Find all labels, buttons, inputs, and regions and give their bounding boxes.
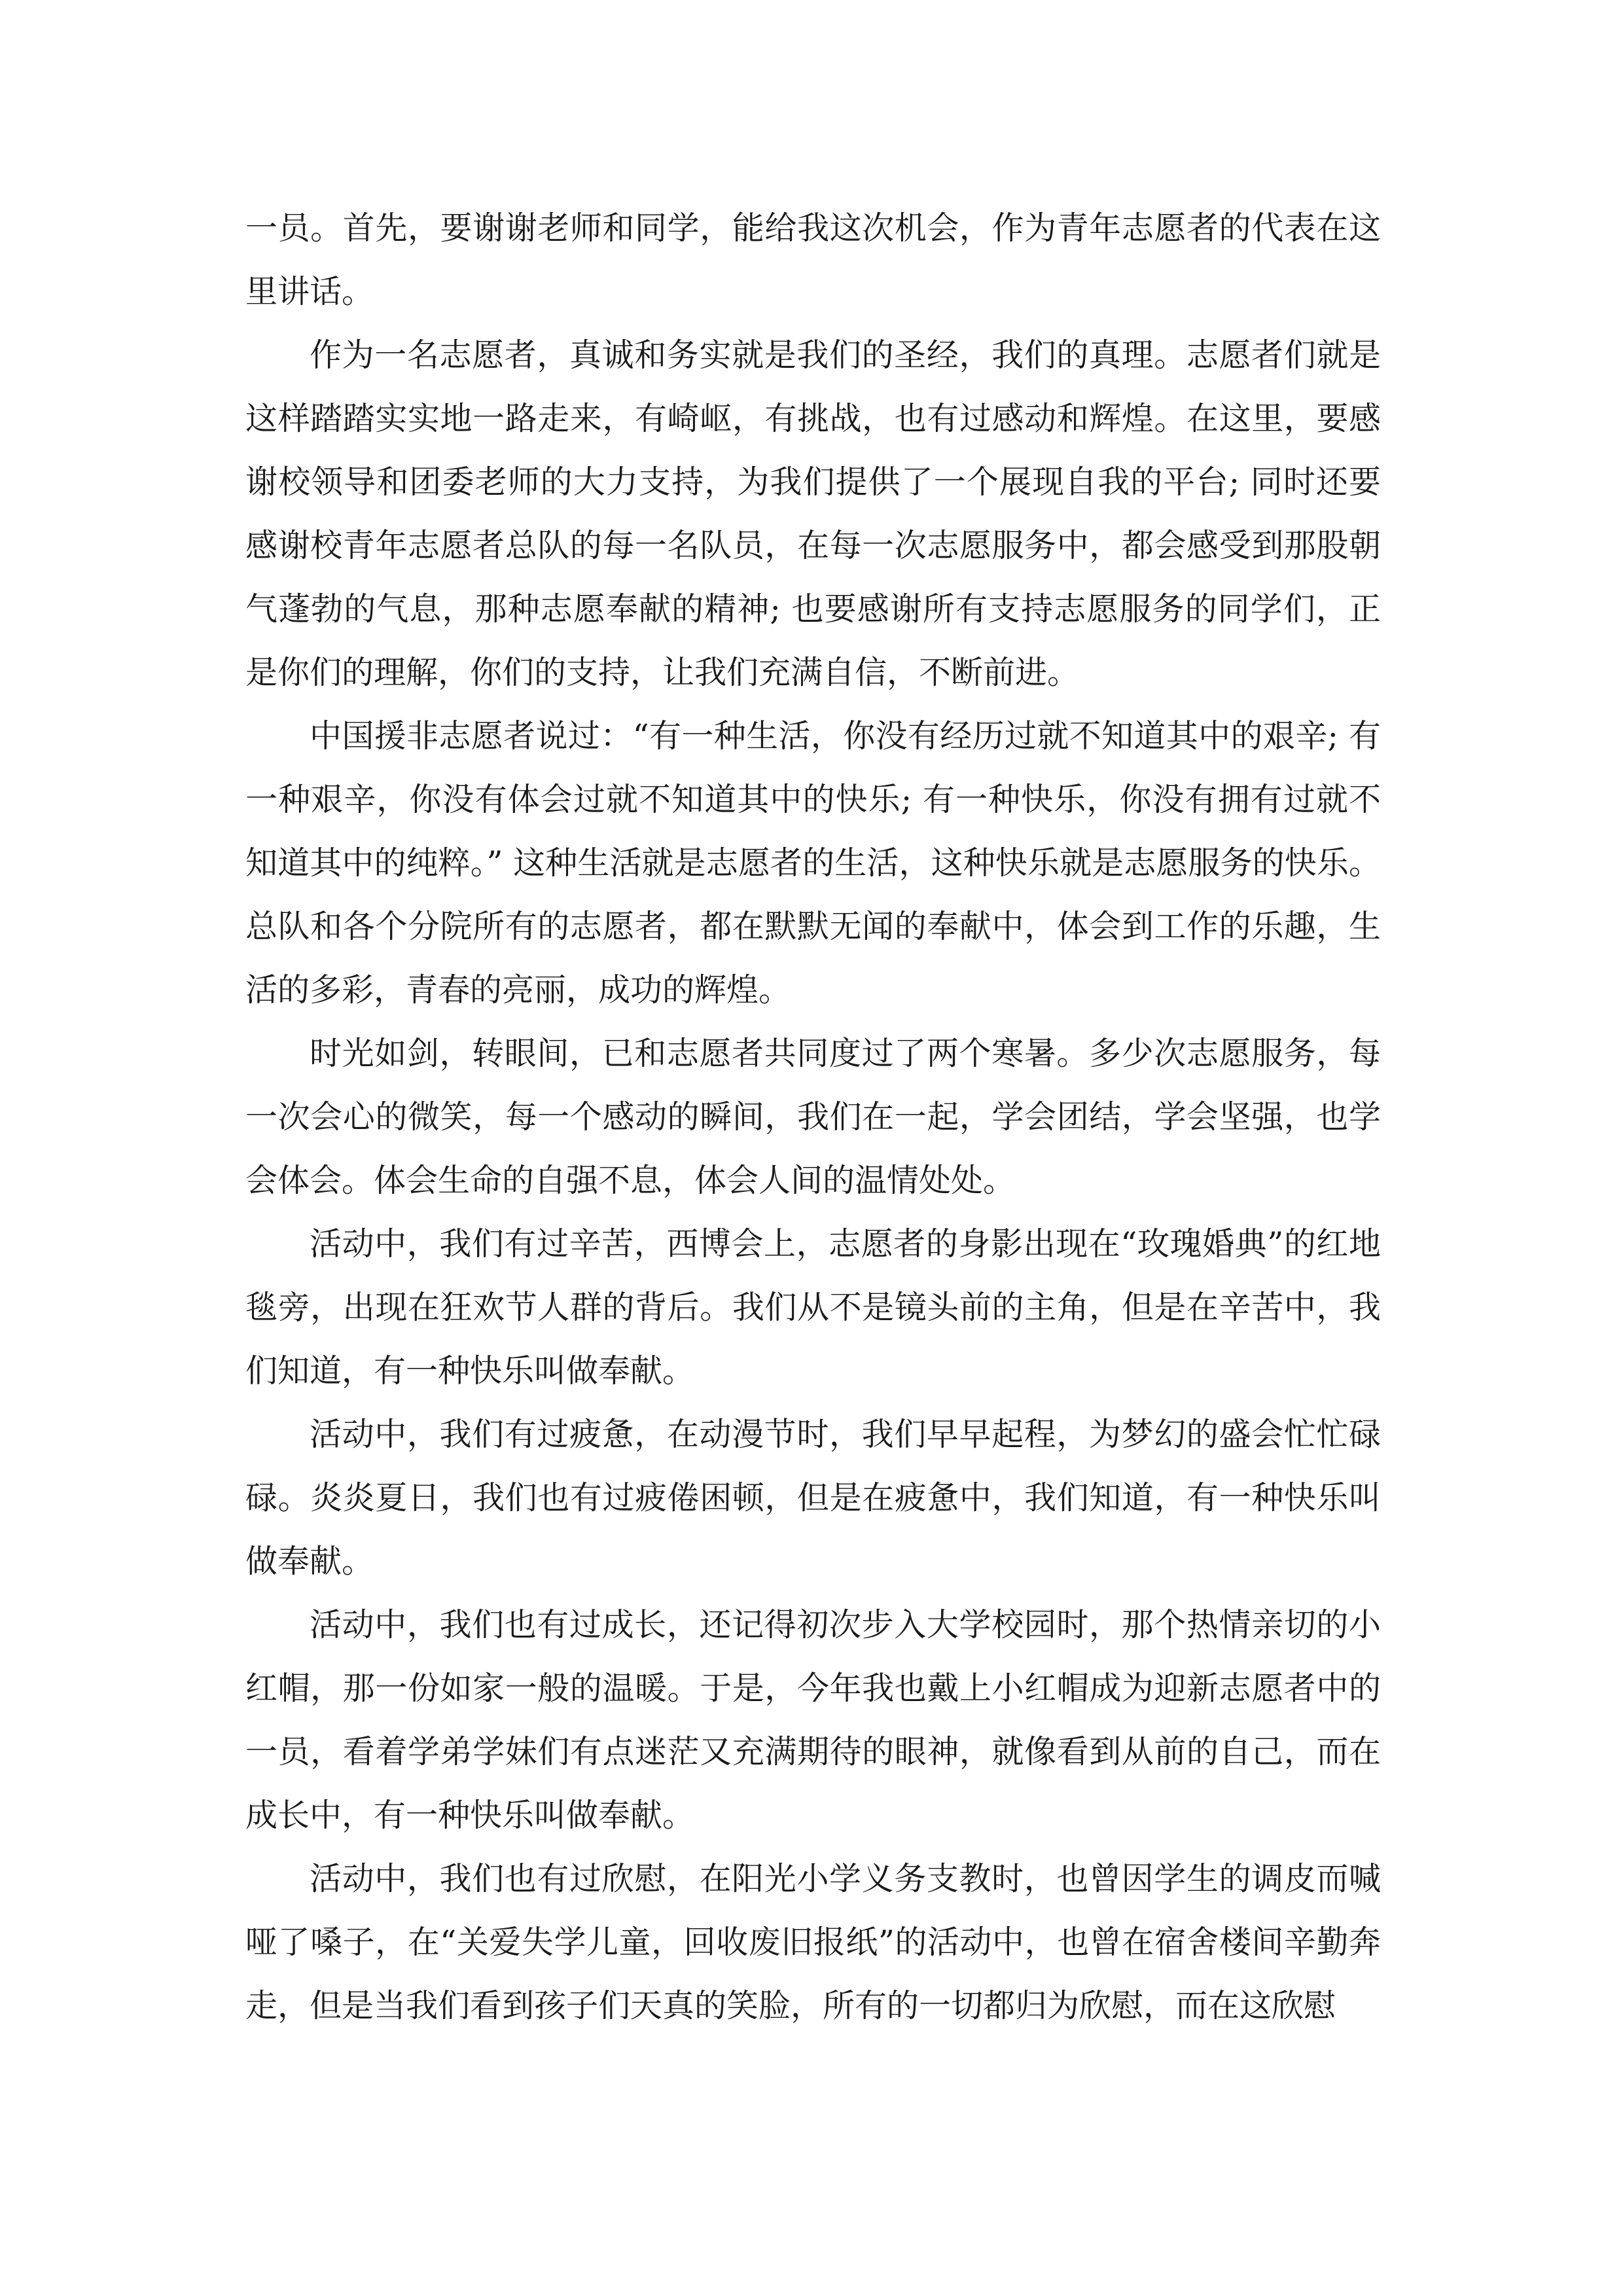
paragraph-4: 时光如剑，转眼间，已和志愿者共同度过了两个寒暑。多少次志愿服务，每一次会心的微笑，每一个感动的瞬间，我们在一起，学会团结，学会坚强，也学会体会。体会生命的自强不息，体会人间的温情处处。 [245, 1035, 1381, 1199]
paragraph-1: 一员。首先，要谢谢老师和同学，能给我这次机会，作为青年志愿者的代表在这里讲话。 [245, 209, 1381, 310]
paragraph-6: 活动中，我们有过疲惫，在动漫节时，我们早早起程，为梦幻的盛会忙忙碌碌。炎炎夏日，我们也有过疲倦困顿，但是在疲惫中，我们知道，有一种快乐叫做奉献。 [245, 1416, 1381, 1580]
paragraph-5: 活动中，我们有过辛苦，西博会上，志愿者的身影出现在“玫瑰婚典”的红地毯旁，出现在狂欢节人群的背后。我们从不是镜头前的主角，但是在辛苦中，我们知道，有一种快乐叫做奉献。 [245, 1225, 1381, 1390]
paragraph-7: 活动中，我们也有过成长，还记得初次步入大学校园时，那个热情亲切的小红帽，那一份如家一般的温暖。于是，今年我也戴上小红帽成为迎新志愿者中的一员，看着学弟学妹们有点迷茫又充满期待的眼神，就像看到从前的自己，而在成长中，有一种快乐叫做奉献。 [245, 1606, 1381, 1834]
paragraph-3: 中国援非志愿者说过：“有一种生活，你没有经历过就不知道其中的艰辛; 有一种艰辛，你没有体会过就不知道其中的快乐; 有一种快乐，你没有拥有过就不知道其中的纯粹。” 这种生活就是志愿者的生活，这种快乐就是志愿服务的快乐。总队和各个分院所有的志愿者，都在默默无闻的奉献中，体会到工作的乐趣，生活的多彩，青春的亮丽，成功的辉煌。 [245, 717, 1381, 1009]
paragraph-8: 活动中，我们也有过欣慰，在阳光小学义务支教时，也曾因学生的调皮而喊哑了嗓子，在“关爱失学儿童，回收废旧报纸”的活动中，也曾在宿舍楼间辛勤奔走，但是当我们看到孩子们天真的笑脸，所有的一切都归为欣慰，而在这欣慰 [245, 1860, 1381, 2024]
paragraph-2: 作为一名志愿者，真诚和务实就是我们的圣经，我们的真理。志愿者们就是这样踏踏实实地一路走来，有崎岖，有挑战，也有过感动和辉煌。在这里，要感谢校领导和团委老师的大力支持，为我们提供了一个展现自我的平台; 同时还要感谢校青年志愿者总队的每一名队员，在每一次志愿服务中，都会感受到那股朝气蓬勃的气息，那种志愿奉献的精神; 也要感谢所有支持志愿服务的同学们，正是你们的理解，你们的支持，让我们充满自信，不断前进。 [245, 336, 1381, 691]
body-text [245, 196, 1381, 2037]
